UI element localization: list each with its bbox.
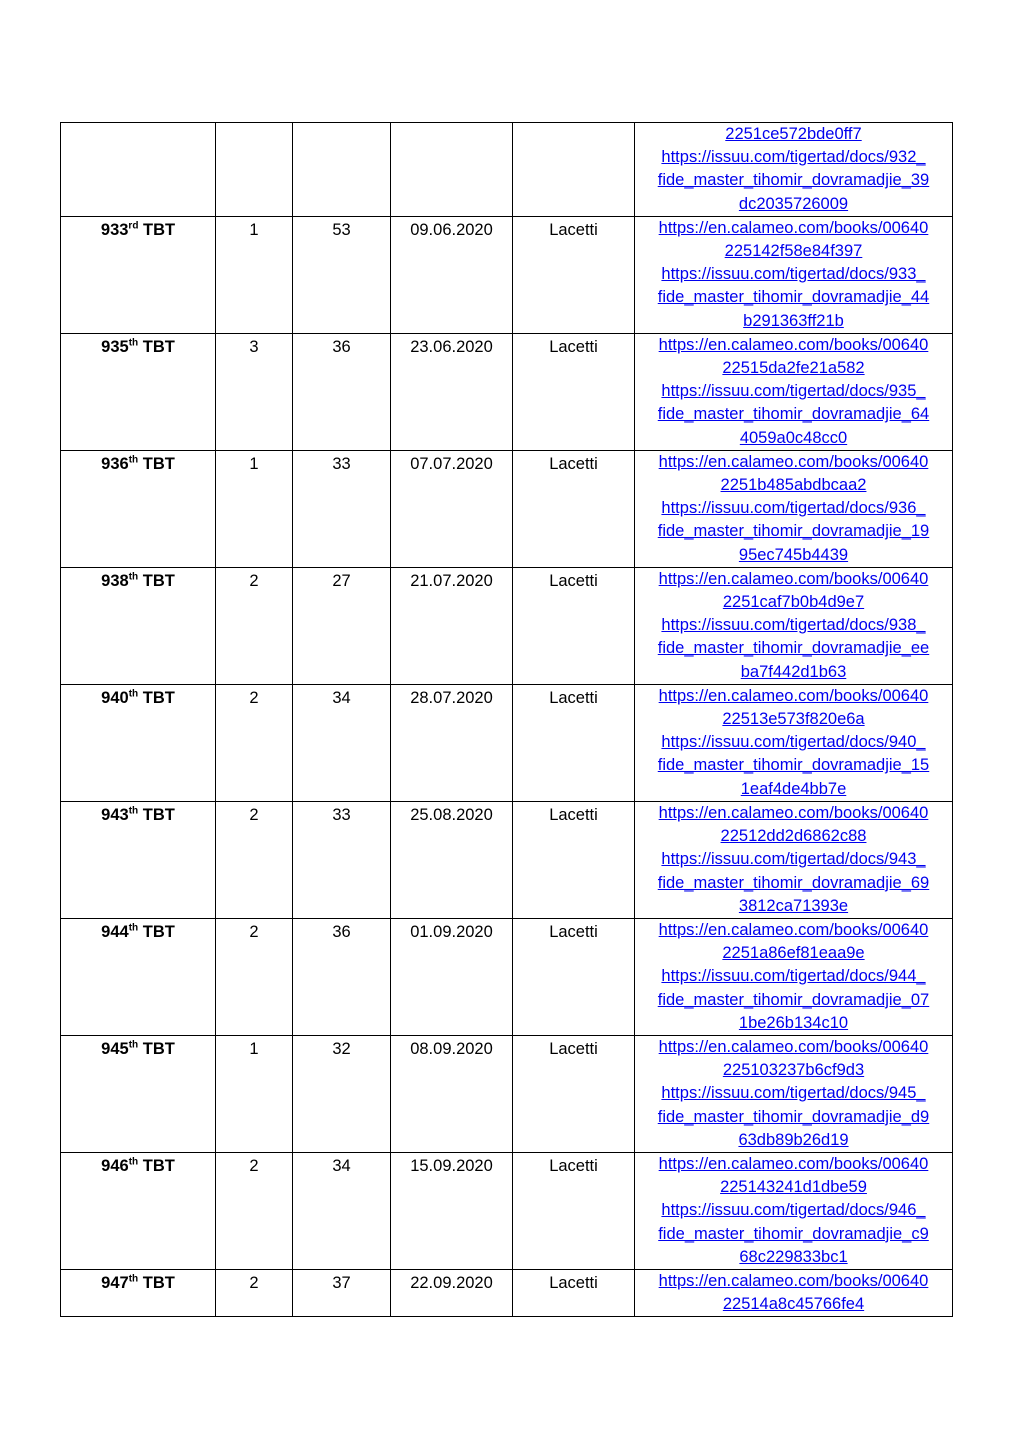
document-link[interactable]: 22514a8c45766fe4 xyxy=(722,1295,865,1314)
venue-cell: Lacetti xyxy=(513,918,635,1035)
tournament-number: 943 xyxy=(101,805,129,824)
players-cell xyxy=(293,123,391,217)
table-row xyxy=(61,333,953,450)
document-link[interactable]: https://en.calameo.com/books/00640 xyxy=(658,803,929,822)
ordinal-suffix: th xyxy=(128,805,139,817)
table-body xyxy=(61,123,953,1317)
document-link[interactable]: fide_master_tihomir_dovramadjie_15 xyxy=(657,756,930,775)
round-cell: 2 xyxy=(216,801,293,918)
tournament-label: TBT xyxy=(142,337,175,356)
document-link[interactable]: https://issuu.com/tigertad/docs/945_ xyxy=(661,1084,926,1103)
round-cell: 2 xyxy=(216,567,293,684)
players-cell: 36 xyxy=(293,333,391,450)
links-cell xyxy=(635,567,953,684)
tournament-number: 938 xyxy=(101,571,129,590)
tournament-label: TBT xyxy=(142,454,175,473)
table-row xyxy=(61,684,953,801)
tournament-cell xyxy=(61,1269,216,1316)
document-link[interactable]: https://en.calameo.com/books/00640 xyxy=(658,218,929,237)
links-cell xyxy=(635,918,953,1035)
date-cell: 01.09.2020 xyxy=(391,918,513,1035)
round-cell: 2 xyxy=(216,684,293,801)
players-cell: 33 xyxy=(293,450,391,567)
document-link[interactable]: https://issuu.com/tigertad/docs/940_ xyxy=(661,733,926,752)
date-cell: 23.06.2020 xyxy=(391,333,513,450)
document-link[interactable]: 2251caf7b0b4d9e7 xyxy=(722,593,865,612)
document-link[interactable]: 2251b485abdbcaa2 xyxy=(720,476,867,495)
ordinal-suffix: th xyxy=(128,1273,139,1285)
venue-cell xyxy=(513,123,635,217)
ordinal-suffix: rd xyxy=(128,220,139,232)
tournament-name xyxy=(101,221,175,239)
tournament-label: TBT xyxy=(143,220,176,239)
document-link[interactable]: https://issuu.com/tigertad/docs/943_ xyxy=(661,850,926,869)
players-cell: 34 xyxy=(293,684,391,801)
tournament-name xyxy=(101,689,175,707)
round-cell: 1 xyxy=(216,450,293,567)
round-cell: 2 xyxy=(216,1152,293,1269)
document-link[interactable]: fide_master_tihomir_dovramadjie_ee xyxy=(657,639,930,658)
tournament-name xyxy=(101,1274,175,1292)
tournament-number: 940 xyxy=(101,688,129,707)
tournament-number: 947 xyxy=(101,1273,129,1292)
round-cell: 1 xyxy=(216,216,293,333)
document-link[interactable]: 225103237b6cf9d3 xyxy=(722,1061,865,1080)
round-cell: 2 xyxy=(216,1269,293,1316)
ordinal-suffix: th xyxy=(128,571,139,583)
tournament-cell xyxy=(61,918,216,1035)
document-link[interactable]: 63db89b26d19 xyxy=(738,1130,849,1149)
links-cell xyxy=(635,123,953,217)
tournament-cell xyxy=(61,684,216,801)
round-cell xyxy=(216,123,293,217)
links-cell xyxy=(635,1152,953,1269)
document-link[interactable]: https://en.calameo.com/books/00640 xyxy=(658,920,929,939)
tournament-cell xyxy=(61,333,216,450)
date-cell: 07.07.2020 xyxy=(391,450,513,567)
tournament-cell xyxy=(61,801,216,918)
document-link[interactable]: 1eaf4de4bb7e xyxy=(740,779,847,798)
venue-cell: Lacetti xyxy=(513,1269,635,1316)
document-link[interactable]: https://issuu.com/tigertad/docs/936_ xyxy=(661,499,926,518)
tournament-label: TBT xyxy=(142,922,175,941)
links-cell xyxy=(635,1035,953,1152)
table-row xyxy=(61,1269,953,1316)
tournament-number: 936 xyxy=(101,454,129,473)
tournament-label: TBT xyxy=(142,688,175,707)
document-link[interactable]: https://issuu.com/tigertad/docs/938_ xyxy=(661,616,926,635)
document-link[interactable]: 225142f58e84f397 xyxy=(724,242,863,261)
date-cell: 28.07.2020 xyxy=(391,684,513,801)
document-link[interactable]: https://issuu.com/tigertad/docs/946_ xyxy=(661,1201,926,1220)
round-cell: 3 xyxy=(216,333,293,450)
document-link[interactable]: https://en.calameo.com/books/00640 xyxy=(658,569,929,588)
document-link[interactable]: fide_master_tihomir_dovramadjie_64 xyxy=(657,405,930,424)
table-row xyxy=(61,1152,953,1269)
document-link[interactable]: fide_master_tihomir_dovramadjie_69 xyxy=(657,873,930,892)
table-row xyxy=(61,918,953,1035)
tournament-table xyxy=(60,122,953,1317)
tournament-name xyxy=(101,806,175,824)
date-cell: 21.07.2020 xyxy=(391,567,513,684)
date-cell: 25.08.2020 xyxy=(391,801,513,918)
tournament-cell xyxy=(61,450,216,567)
document-link[interactable]: fide_master_tihomir_dovramadjie_44 xyxy=(657,288,930,307)
links-cell xyxy=(635,684,953,801)
table-row xyxy=(61,123,953,217)
venue-cell: Lacetti xyxy=(513,333,635,450)
tournament-cell xyxy=(61,1035,216,1152)
document-link[interactable]: https://en.calameo.com/books/00640 xyxy=(658,1037,929,1056)
players-cell: 33 xyxy=(293,801,391,918)
venue-cell: Lacetti xyxy=(513,216,635,333)
round-cell: 1 xyxy=(216,1035,293,1152)
table-row xyxy=(61,1035,953,1152)
players-cell: 53 xyxy=(293,216,391,333)
document-link[interactable]: 22513e573f820e6a xyxy=(722,710,865,729)
venue-cell: Lacetti xyxy=(513,450,635,567)
document-link[interactable]: 1be26b134c10 xyxy=(738,1013,849,1032)
tournament-number: 935 xyxy=(101,337,129,356)
document-link[interactable]: fide_master_tihomir_dovramadjie_c9 xyxy=(658,1224,929,1243)
tournament-name xyxy=(101,338,175,356)
document-link[interactable]: dc2035726009 xyxy=(738,194,849,213)
tournament-cell xyxy=(61,123,216,217)
ordinal-suffix: th xyxy=(128,688,139,700)
tournament-number: 946 xyxy=(101,1156,129,1175)
document-link[interactable]: https://issuu.com/tigertad/docs/932_ xyxy=(661,148,926,167)
players-cell: 34 xyxy=(293,1152,391,1269)
tournament-number: 945 xyxy=(101,1039,129,1058)
tournament-cell xyxy=(61,1152,216,1269)
venue-cell: Lacetti xyxy=(513,567,635,684)
venue-cell: Lacetti xyxy=(513,684,635,801)
document-link[interactable]: https://issuu.com/tigertad/docs/944_ xyxy=(661,967,926,986)
venue-cell: Lacetti xyxy=(513,801,635,918)
ordinal-suffix: th xyxy=(128,454,139,466)
ordinal-suffix: th xyxy=(128,337,139,349)
document-link[interactable]: 22515da2fe21a582 xyxy=(722,359,865,378)
tournament-number: 944 xyxy=(101,922,129,941)
table-row xyxy=(61,567,953,684)
links-cell xyxy=(635,801,953,918)
tournament-label: TBT xyxy=(142,805,175,824)
document-link[interactable]: 95ec745b4439 xyxy=(738,545,849,564)
tournament-number: 933 xyxy=(100,220,129,239)
date-cell: 22.09.2020 xyxy=(391,1269,513,1316)
links-cell xyxy=(635,450,953,567)
document-link[interactable]: fide_master_tihomir_dovramadjie_19 xyxy=(657,522,930,541)
document-link[interactable]: fide_master_tihomir_dovramadjie_39 xyxy=(657,171,930,190)
document-link[interactable]: b291363ff21b xyxy=(743,311,844,330)
document-link[interactable]: 2251ce572bde0ff7 xyxy=(725,125,862,143)
document-link[interactable]: 2251a86ef81eaa9e xyxy=(722,944,865,963)
date-cell xyxy=(391,123,513,217)
document-link[interactable]: 68c229833bc1 xyxy=(739,1247,848,1266)
ordinal-suffix: th xyxy=(128,1039,139,1051)
document-link[interactable]: 4059a0c48cc0 xyxy=(739,428,848,447)
tournament-name xyxy=(101,1157,175,1175)
tournament-label: TBT xyxy=(142,1273,175,1292)
document-link[interactable]: 22512dd2d6862c88 xyxy=(720,827,867,846)
venue-cell: Lacetti xyxy=(513,1035,635,1152)
tournament-name xyxy=(101,572,175,590)
links-cell xyxy=(635,216,953,333)
document-link[interactable]: https://issuu.com/tigertad/docs/935_ xyxy=(661,382,926,401)
players-cell: 37 xyxy=(293,1269,391,1316)
ordinal-suffix: th xyxy=(128,1156,139,1168)
document-link[interactable]: https://en.calameo.com/books/00640 xyxy=(658,452,929,471)
tournament-name xyxy=(101,1040,175,1058)
document-link[interactable]: 3812ca71393e xyxy=(738,896,849,915)
document-link[interactable]: https://en.calameo.com/books/00640 xyxy=(658,1154,929,1173)
tournament-label: TBT xyxy=(142,571,175,590)
tournament-name xyxy=(101,455,175,473)
links-cell xyxy=(635,333,953,450)
table-row xyxy=(61,450,953,567)
tournament-label: TBT xyxy=(142,1039,175,1058)
table-row xyxy=(61,801,953,918)
players-cell: 27 xyxy=(293,567,391,684)
date-cell: 09.06.2020 xyxy=(391,216,513,333)
document-link[interactable]: fide_master_tihomir_dovramadjie_d9 xyxy=(657,1107,930,1126)
round-cell: 2 xyxy=(216,918,293,1035)
tournament-cell xyxy=(61,567,216,684)
tournament-cell xyxy=(61,216,216,333)
table-row xyxy=(61,216,953,333)
players-cell: 36 xyxy=(293,918,391,1035)
document-link[interactable]: https://en.calameo.com/books/00640 xyxy=(658,1271,929,1290)
tournament-name xyxy=(101,923,175,941)
document-link[interactable]: https://en.calameo.com/books/00640 xyxy=(658,686,929,705)
document-link[interactable]: fide_master_tihomir_dovramadjie_07 xyxy=(657,990,930,1009)
players-cell: 32 xyxy=(293,1035,391,1152)
ordinal-suffix: th xyxy=(128,922,139,934)
links-cell xyxy=(635,1269,953,1316)
document-link[interactable]: ba7f442d1b63 xyxy=(740,662,847,681)
date-cell: 15.09.2020 xyxy=(391,1152,513,1269)
document-link[interactable]: https://issuu.com/tigertad/docs/933_ xyxy=(661,265,926,284)
tournament-label: TBT xyxy=(142,1156,175,1175)
document-link[interactable]: 225143241d1dbe59 xyxy=(720,1178,867,1197)
venue-cell: Lacetti xyxy=(513,1152,635,1269)
date-cell: 08.09.2020 xyxy=(391,1035,513,1152)
document-link[interactable]: https://en.calameo.com/books/00640 xyxy=(658,335,929,354)
